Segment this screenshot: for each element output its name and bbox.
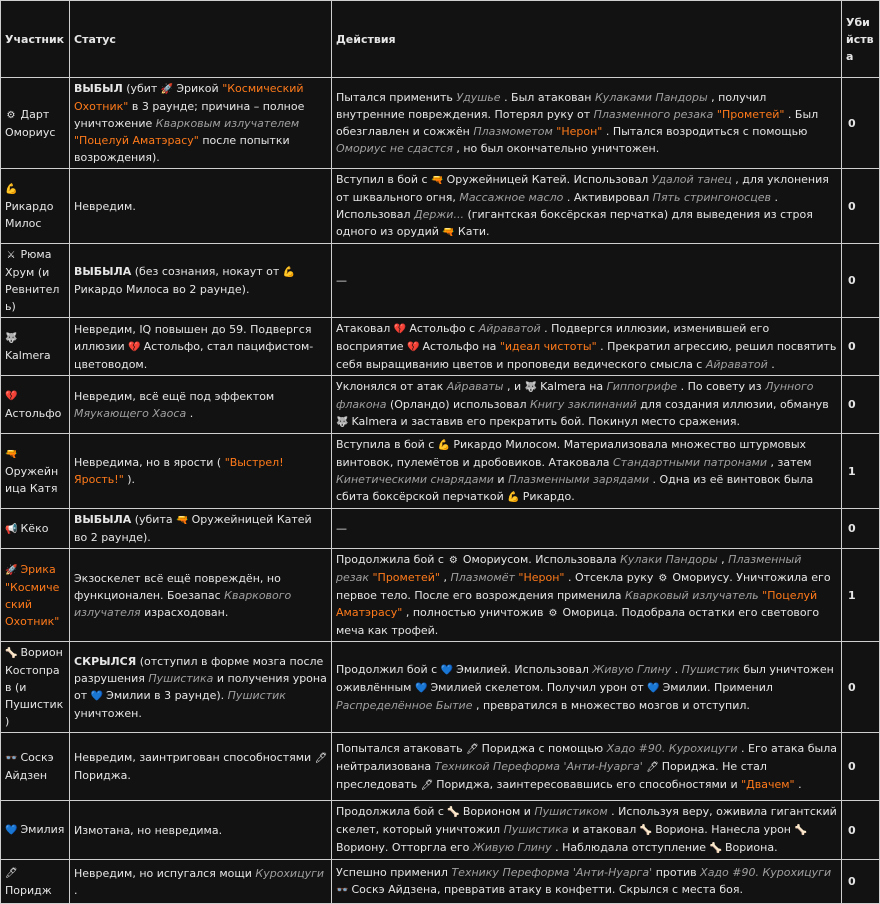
inline-icon: 💔 bbox=[393, 324, 407, 335]
text-segment: (отступил в форме мозга после разрушения bbox=[74, 654, 324, 685]
text-segment: . bbox=[74, 883, 78, 897]
participant-icon: 📢 bbox=[5, 523, 18, 535]
inline-icon: 🦴 bbox=[709, 843, 722, 854]
participant-cell bbox=[1, 434, 70, 509]
participant-name: Соскэ Айдзен bbox=[5, 751, 54, 782]
text-segment: Ворионом и bbox=[462, 805, 535, 818]
text-segment: Живую Глину bbox=[592, 662, 672, 676]
inline-icon: 🖊 bbox=[466, 743, 479, 755]
participant-name: Оружейница Катя bbox=[5, 465, 59, 495]
text-segment: . Был обезглавлен и сожжён bbox=[336, 108, 819, 138]
text-segment: . Используя веру, оживила гигантский скелет, который уничтожил bbox=[336, 805, 837, 836]
text-segment: Держи... bbox=[414, 208, 464, 221]
status-cell bbox=[70, 509, 332, 549]
text-segment: Астольфо, стал пацифистом-цветоводом. bbox=[74, 339, 314, 371]
text-segment: после попытки возрождения). bbox=[74, 134, 290, 164]
text-segment: ). bbox=[127, 473, 136, 486]
text-segment: "Поцелуй Аматэрасу" bbox=[336, 589, 818, 619]
text-segment: "Космический Охотник" bbox=[74, 82, 304, 113]
status-cell bbox=[70, 244, 332, 318]
text-segment: Плазменного резака bbox=[593, 108, 714, 121]
text-segment: для создания иллюзии, обманув bbox=[640, 398, 829, 411]
text-segment: Технику Переформа 'Анти-Нуарга' bbox=[451, 866, 653, 879]
participant-name: Рикардо Милос bbox=[5, 200, 54, 230]
kills-cell: 1 bbox=[842, 434, 880, 509]
actions-cell bbox=[332, 434, 842, 509]
participant-icon: 💔 bbox=[5, 391, 18, 402]
text-segment: . Пытался возродиться с помощью bbox=[605, 125, 808, 138]
status-cell bbox=[70, 642, 332, 733]
participant-cell bbox=[1, 169, 70, 244]
participant-icon: ⚔ bbox=[6, 250, 16, 261]
inline-icon: 🖊 bbox=[646, 761, 659, 773]
text-segment: , превратился в множество мозгов и отступил. bbox=[475, 698, 750, 712]
text-segment: "идеал чистоты" bbox=[499, 340, 597, 353]
text-segment: Плазмомёт bbox=[450, 571, 515, 584]
text-segment: . bbox=[771, 358, 775, 371]
text-segment: , и bbox=[507, 380, 525, 393]
text-segment: Распределённое Бытие bbox=[336, 698, 473, 712]
text-segment: . Активировал bbox=[566, 191, 653, 204]
text-segment: Книгу заклинаний bbox=[529, 398, 637, 411]
kills-cell: 0 bbox=[842, 642, 880, 733]
table-row bbox=[1, 509, 880, 549]
text-segment: — bbox=[336, 522, 347, 535]
text-segment: против bbox=[655, 866, 701, 879]
inline-icon: 🔫 bbox=[176, 515, 189, 526]
table-row bbox=[1, 733, 880, 801]
actions-cell bbox=[332, 860, 842, 904]
actions-cell bbox=[332, 509, 842, 549]
text-segment: Невредима, но в ярости ( bbox=[74, 456, 222, 469]
status-cell bbox=[70, 434, 332, 509]
participant-cell bbox=[1, 78, 70, 169]
text-segment: Измотана, но невредима. bbox=[74, 823, 223, 837]
inline-icon: 🔫 bbox=[442, 227, 455, 238]
participant-cell bbox=[1, 733, 70, 801]
text-segment: Лунного флакона bbox=[336, 380, 814, 411]
text-segment: Вориона. Нанесла урон bbox=[655, 823, 795, 836]
text-segment: Эмилией. Использовал bbox=[456, 662, 593, 676]
text-segment: Пушистика bbox=[148, 671, 214, 685]
text-segment: , полностью уничтожив bbox=[405, 606, 547, 619]
text-segment: "Поцелуй Аматэрасу" bbox=[74, 134, 199, 147]
text-segment: Массажное масло bbox=[459, 191, 564, 204]
text-segment: Уклонялся от атак bbox=[336, 380, 447, 393]
table-row bbox=[1, 376, 880, 434]
text-segment: ВЫБЫЛА bbox=[74, 265, 132, 278]
text-segment: ВЫБЫЛ bbox=[74, 82, 123, 95]
status-cell bbox=[70, 376, 332, 434]
text-segment: Эмилией скелетом. Получил урон от bbox=[430, 680, 648, 694]
participant-name: Kalmera bbox=[5, 349, 51, 362]
header-actions: Действия bbox=[332, 1, 842, 78]
text-segment: израсходован. bbox=[144, 605, 229, 619]
participant-name: Астольфо bbox=[5, 407, 62, 420]
inline-icon: 💔 bbox=[128, 341, 141, 353]
status-cell bbox=[70, 169, 332, 244]
participant-name: Кёко bbox=[20, 521, 49, 535]
text-segment: (без сознания, нокаут от bbox=[134, 265, 283, 278]
text-segment: Омориусом. Использовала bbox=[462, 553, 621, 566]
text-segment: Успешно применил bbox=[336, 866, 452, 879]
status-cell bbox=[70, 78, 332, 169]
inline-icon: ⚙ bbox=[658, 573, 668, 584]
text-segment: . Был атакован bbox=[504, 91, 595, 104]
inline-icon: 💙 bbox=[647, 682, 660, 694]
text-segment: . bbox=[674, 662, 682, 676]
text-segment: . bbox=[798, 777, 802, 791]
text-segment: Эрикой bbox=[176, 82, 223, 95]
participant-icon: 🚀 bbox=[5, 564, 18, 576]
text-segment: Пять стрингоносцев bbox=[652, 191, 771, 204]
text-segment: Вступил в бой с bbox=[336, 173, 432, 186]
text-segment: . По совету из bbox=[680, 380, 766, 393]
participant-icon: 🐺 bbox=[5, 333, 18, 344]
text-segment: Плазменный резак bbox=[336, 553, 802, 584]
kills-cell: 0 bbox=[842, 376, 880, 434]
table-row bbox=[1, 78, 880, 169]
inline-icon: 💪 bbox=[507, 492, 520, 503]
actions-cell bbox=[332, 78, 842, 169]
text-segment: Оружейницей Катей во 2 раунде). bbox=[74, 513, 312, 544]
text-segment: Удушье bbox=[456, 91, 501, 104]
text-segment: Удалой танец bbox=[651, 173, 732, 186]
inline-icon: 💙 bbox=[440, 664, 454, 676]
text-segment: Хадо #90. Курохицуги bbox=[700, 866, 832, 879]
text-segment: и получения урона от bbox=[74, 671, 327, 702]
text-segment: "Выстрел! Ярость!" bbox=[74, 456, 284, 486]
status-cell bbox=[70, 318, 332, 376]
text-segment: Невредим, IQ повышен до 59. Подвергся иллюзии bbox=[74, 322, 312, 353]
text-segment: Вступила в бой с bbox=[336, 438, 438, 451]
text-segment: . Его атака была нейтрализована bbox=[336, 741, 837, 773]
kills-cell: 0 bbox=[842, 169, 880, 244]
participant-icon: 💪 bbox=[5, 184, 18, 195]
text-segment: Продолжила бой с bbox=[336, 805, 448, 818]
text-segment: Невредим, заинтригован способностями bbox=[74, 751, 315, 764]
text-segment: Астольфо с bbox=[409, 322, 479, 335]
text-segment: Техникой Переформа 'Анти-Нуарга' bbox=[434, 759, 643, 773]
header-row bbox=[1, 1, 880, 78]
text-segment: Kalmera на bbox=[540, 380, 607, 393]
inline-icon: 🐺 bbox=[336, 417, 349, 428]
actions-cell bbox=[332, 169, 842, 244]
text-segment: , для уклонения от шквального огня, bbox=[336, 173, 829, 204]
text-segment: Кати. bbox=[457, 225, 490, 238]
text-segment: Вориона. bbox=[725, 841, 778, 854]
inline-icon: 💔 bbox=[407, 342, 420, 353]
text-segment: Пориджа с помощью bbox=[481, 741, 607, 755]
table-row bbox=[1, 549, 880, 642]
text-segment: Кварковый излучатель bbox=[624, 589, 759, 602]
text-segment: Кулаками Пандоры bbox=[595, 91, 708, 104]
text-segment: Живую Глину bbox=[472, 841, 552, 854]
participant-name: Поридж bbox=[5, 884, 52, 897]
kills-cell: 0 bbox=[842, 318, 880, 376]
text-segment: "Нерон" bbox=[556, 125, 603, 138]
text-segment: (Орландо) использовал bbox=[389, 398, 530, 411]
text-segment: Оморица. Подобрала остатки его светового меча как трофей. bbox=[336, 606, 820, 637]
inline-icon: 💪 bbox=[282, 267, 296, 278]
text-segment: Айраваты bbox=[446, 380, 504, 393]
participant-icon: 🦴 bbox=[5, 648, 18, 659]
text-segment: . bbox=[189, 406, 194, 420]
text-segment: СКРЫЛСЯ bbox=[74, 654, 137, 668]
text-segment: , bbox=[443, 571, 451, 584]
participant-cell bbox=[1, 318, 70, 376]
text-segment: Курохицуги bbox=[255, 866, 325, 880]
table-row bbox=[1, 169, 880, 244]
inline-icon: 💙 bbox=[90, 690, 104, 702]
inline-icon: 🐺 bbox=[524, 382, 538, 393]
text-segment: Вориону. Отторгла его bbox=[336, 841, 473, 854]
inline-icon: ⚙ bbox=[548, 608, 558, 619]
header-status: Статус bbox=[70, 1, 332, 78]
participant-name: Эмилия bbox=[20, 823, 65, 836]
actions-cell bbox=[332, 801, 842, 860]
text-segment: Пушистик bbox=[227, 688, 286, 702]
participant-icon: ⚙ bbox=[6, 109, 16, 121]
inline-icon: 🚀 bbox=[160, 84, 174, 95]
text-segment: Кинетическими снарядами bbox=[336, 473, 494, 486]
text-segment: в 3 раунде; причина – полное уничтожение bbox=[74, 100, 305, 130]
text-segment: — bbox=[336, 274, 347, 287]
kills-cell: 0 bbox=[842, 244, 880, 318]
actions-cell bbox=[332, 642, 842, 733]
actions-cell bbox=[332, 549, 842, 642]
kills-cell: 0 bbox=[842, 78, 880, 169]
participant-icon: 🖊 bbox=[5, 868, 18, 879]
actions-cell bbox=[332, 244, 842, 318]
participant-name: Эрика "Космический Охотник" bbox=[5, 562, 60, 628]
text-segment: Экзоскелет всё ещё повреждён, но функционален. Боезапас bbox=[74, 571, 281, 602]
text-segment: Пориджа, заинтересовавшись его способностями и bbox=[436, 777, 742, 791]
text-segment: Пушистик bbox=[681, 662, 740, 676]
kills-cell: 1 bbox=[842, 549, 880, 642]
kills-cell: 0 bbox=[842, 801, 880, 860]
participant-cell bbox=[1, 642, 70, 733]
table-row bbox=[1, 642, 880, 733]
text-segment: Плазмометом bbox=[473, 125, 553, 138]
text-segment: уничтожен. bbox=[74, 706, 142, 720]
status-cell bbox=[70, 549, 332, 642]
text-segment: Эмилии в 3 раунде). bbox=[106, 688, 228, 702]
participant-icon: 🔫 bbox=[5, 449, 18, 460]
status-cell bbox=[70, 733, 332, 801]
text-segment: "Двачем" bbox=[741, 777, 795, 791]
inline-icon: 💙 bbox=[414, 682, 428, 694]
participant-cell bbox=[1, 509, 70, 549]
inline-icon: 🔫 bbox=[431, 175, 444, 186]
table-row bbox=[1, 434, 880, 509]
text-segment: Плазменными зарядами bbox=[508, 473, 650, 486]
kills-cell: 0 bbox=[842, 860, 880, 904]
inline-icon: 🦴 bbox=[639, 825, 653, 836]
actions-cell bbox=[332, 376, 842, 434]
kills-cell: 0 bbox=[842, 509, 880, 549]
text-segment: Рикардо. bbox=[522, 490, 575, 503]
text-segment: Айраватой bbox=[478, 322, 541, 335]
text-segment: "Нерон" bbox=[518, 571, 565, 584]
text-segment: Эмилии. Применил bbox=[662, 680, 773, 694]
status-cell bbox=[70, 801, 332, 860]
text-segment: . Использовал bbox=[336, 191, 778, 221]
text-segment: Айраватой bbox=[705, 358, 768, 371]
text-segment: Продолжил бой с bbox=[336, 662, 441, 676]
header-participant: Участник bbox=[1, 1, 70, 78]
table-row bbox=[1, 318, 880, 376]
text-segment: . Прекратил агрессию, решил посвятить себя выращиванию цветов и проповеди ведического смысла с bbox=[336, 340, 837, 371]
inline-icon: 🦴 bbox=[794, 825, 807, 836]
text-segment: Пориджа. Не стал преследовать bbox=[336, 759, 767, 791]
inline-icon: 👓 bbox=[336, 885, 349, 896]
kills-cell: 0 bbox=[842, 733, 880, 801]
text-segment: Омориус не сдастся bbox=[336, 142, 453, 155]
text-segment: Кварковым излучателем bbox=[155, 117, 300, 130]
table-row bbox=[1, 801, 880, 860]
text-segment: Соскэ Айдзена, превратив атаку в конфетти. Скрылся с места боя. bbox=[351, 883, 743, 896]
participant-cell bbox=[1, 860, 70, 904]
text-segment: был уничтожен оживлённым bbox=[336, 662, 834, 694]
header-kills: Убийства bbox=[842, 1, 880, 78]
text-segment: Астольфо на bbox=[422, 340, 500, 353]
text-segment: Рикардо Милосом. Материализовала множество штурмовых винтовок, пулемётов и дробовиков. Атаковала bbox=[336, 438, 807, 469]
text-segment: Пытался применить bbox=[336, 91, 457, 104]
text-segment: Оружейницей Катей. Использовал bbox=[446, 173, 652, 186]
text-segment: Хадо #90. Курохицуги bbox=[606, 741, 738, 755]
participant-cell bbox=[1, 801, 70, 860]
text-segment: Невредим. bbox=[74, 199, 136, 213]
text-segment: Рикардо Милоса во 2 раунде). bbox=[74, 283, 250, 296]
table-row bbox=[1, 244, 880, 318]
text-segment: "Прометей" bbox=[372, 571, 440, 584]
text-segment: (убит bbox=[126, 82, 161, 95]
text-segment: Мяукающего Хаоса bbox=[74, 406, 187, 420]
participant-cell bbox=[1, 244, 70, 318]
inline-icon: 🦴 bbox=[447, 807, 460, 818]
actions-cell bbox=[332, 318, 842, 376]
text-segment: Омориусу. Уничтожила его первое тело. После его возрождения применила bbox=[336, 571, 831, 602]
participant-name: Ворион Костоправ (и Пушистик) bbox=[5, 646, 64, 728]
participant-icon: 💙 bbox=[5, 825, 18, 836]
text-segment: Стандартными патронами bbox=[613, 456, 768, 469]
text-segment: и bbox=[497, 473, 509, 486]
text-segment: , bbox=[721, 553, 729, 566]
inline-icon: 🖊 bbox=[314, 753, 328, 764]
text-segment: . Отсекла руку bbox=[567, 571, 657, 584]
text-segment: Невредим, но испугался мощи bbox=[74, 866, 256, 880]
inline-icon: 💪 bbox=[437, 440, 451, 451]
text-segment: "Прометей" bbox=[716, 108, 785, 121]
text-segment: , но был окончательно уничтожен. bbox=[456, 142, 660, 155]
text-segment: Попытался атаковать bbox=[336, 741, 467, 755]
text-segment: (убита bbox=[134, 513, 177, 526]
text-segment: Гиппогрифе bbox=[606, 380, 678, 393]
text-segment: Невредим, всё ещё под эффектом bbox=[74, 389, 275, 403]
text-segment: Kalmera и заставив его прекратить бой. Покинул место сражения. bbox=[351, 415, 740, 428]
actions-cell bbox=[332, 733, 842, 801]
participant-cell bbox=[1, 549, 70, 642]
participant-name: Дарт Омориус bbox=[5, 107, 56, 139]
text-segment: . Одна из её винтовок была сбита боксёрской перчаткой bbox=[336, 473, 814, 503]
text-segment: . Подвергся иллюзии, изменившей его восприятие bbox=[336, 322, 770, 353]
participant-name: Рюма Хрум (и Ревнитель) bbox=[5, 248, 60, 313]
text-segment: (гигантская боксёрская перчатка) для выведения из строя одного из орудий bbox=[336, 208, 813, 238]
inline-icon: ⚙ bbox=[448, 555, 458, 566]
inline-icon: 🖊 bbox=[420, 779, 434, 791]
participant-icon: 👓 bbox=[5, 753, 18, 764]
participant-cell bbox=[1, 376, 70, 434]
text-segment: Кулаки Пандоры bbox=[620, 553, 718, 566]
text-segment: , получил внутренние повреждения. Потерял руку от bbox=[336, 91, 767, 121]
text-segment: Пушистиком bbox=[534, 805, 608, 818]
text-segment: . Наблюдала отступление bbox=[555, 841, 710, 854]
text-segment: Пушистика bbox=[503, 823, 569, 836]
text-segment: Продолжила бой с bbox=[336, 553, 448, 566]
text-segment: Атаковал bbox=[336, 322, 394, 335]
text-segment: Пориджа. bbox=[74, 769, 131, 782]
table-row bbox=[1, 860, 880, 904]
text-segment: и атаковал bbox=[572, 823, 640, 836]
text-segment: Кваркового излучателя bbox=[74, 588, 292, 619]
status-cell bbox=[70, 860, 332, 904]
text-segment: ВЫБЫЛА bbox=[74, 513, 132, 526]
text-segment: , затем bbox=[770, 456, 812, 469]
